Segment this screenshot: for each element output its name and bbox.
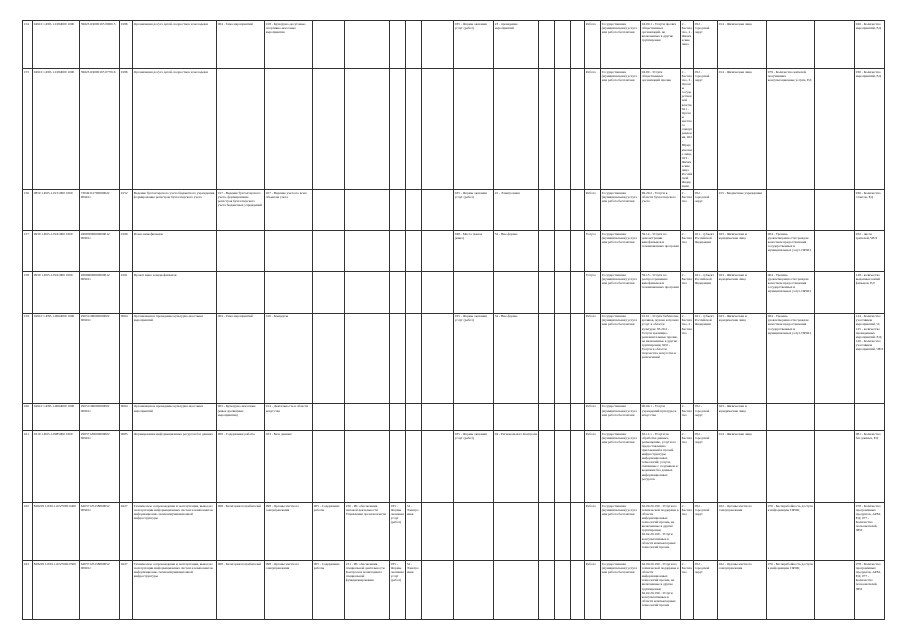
table-cell: 0186 — [120, 21, 133, 69]
table-cell: 29031106000000002 009011 — [80, 403, 120, 430]
table-cell: 035 - Формы оказания услуг (работ) — [454, 313, 494, 403]
table-cell: 2 - Бесплатно — [681, 403, 694, 430]
table-cell: 052 - городской округ — [694, 561, 718, 619]
table-cell: 022 - Органы местного самоуправления — [718, 561, 767, 619]
table-cell — [406, 21, 422, 69]
table-cell — [539, 272, 555, 313]
table-cell: 0085 — [120, 431, 133, 503]
table-cell: 158 — [23, 272, 33, 313]
table-cell: Организация и проведение культурно-массовых мероприятий — [133, 313, 217, 403]
table-cell — [345, 272, 390, 313]
table-cell: 163 — [23, 561, 33, 619]
table-cell: 94.99 - Услуги общественных организаций прочие — [641, 69, 681, 190]
table-cell — [494, 403, 539, 430]
table-cell: Государственная (муниципальная) услуга или работа бесплатная — [601, 503, 641, 561]
table-row — [23, 21, 885, 69]
table-cell: Прокат кино и видеофильмов — [133, 272, 217, 313]
table-cell: 63.11.1 - Услуги по обработке данных, размещению, услуги по предоставлению приложений и прочей инфраструктуры информационных технологий; услуги, связанные с созданием и ведением баз данных информационных ресурсов — [641, 431, 681, 503]
table-cell: 64037125138000052 009011 — [80, 503, 120, 561]
table-cell — [571, 503, 585, 561]
table-cell: 004 - Уровень удовлетворенности граждан качеством предоставления государственных и муниципальных услуг, ПРОЦ — [767, 231, 815, 272]
table-cell: 59.13 - Услуги по распространению кинофильмов и телевизионных программ — [641, 272, 681, 313]
table-cell: 035 - Формы оказания услуг (работ) — [390, 561, 406, 619]
table-cell — [767, 21, 815, 69]
table-cell: 04910 1.Р.65.1.0184000 1000 — [33, 21, 80, 69]
table-cell: Государственная (муниципальная) услуга или работа бесплатная — [601, 231, 641, 272]
table-cell: 62.09.20.190 - Услуги по технической поддержке в области информационных технологий прочие, не включенные в другие группировки; 62.02.20.190 - Услуги консультативные в области компьютерных технологий прочие — [641, 503, 681, 561]
table-cell: 004 - Тема мероприятий — [217, 313, 265, 403]
table-row — [23, 403, 885, 430]
table-cell — [454, 561, 494, 619]
table-cell — [406, 190, 422, 231]
table-cell — [555, 503, 571, 561]
table-cell: 022 - Органы местного самоуправления — [718, 503, 767, 561]
table-cell — [390, 231, 406, 272]
table-cell: Работа — [585, 313, 601, 403]
table-cell: 021 - субъект Российской Федерации — [694, 272, 718, 313]
table-cell — [571, 313, 585, 403]
table-cell: 73049112700009022 009011 — [80, 190, 120, 231]
table-cell — [454, 403, 494, 430]
table-cell: Работа — [585, 190, 601, 231]
table-cell — [345, 403, 390, 430]
table-cell: 32 - Электронная — [406, 561, 422, 619]
table-cell: Государственная (муниципальная) услуга или работа бесплатная — [601, 272, 641, 313]
table-cell: 0064 — [120, 313, 133, 403]
table-cell: 014 - Физические лица — [718, 69, 767, 190]
table-cell — [313, 272, 345, 313]
table-cell: 0152 — [120, 190, 133, 231]
table-cell — [313, 313, 345, 403]
table-cell — [406, 272, 422, 313]
table-cell — [406, 69, 422, 190]
table-cell: 828229 1.Р.65.1.0227000 0500 — [33, 561, 80, 619]
table-cell: 052 - городской округ — [694, 190, 718, 231]
table-cell: 036 - Количество отчетов, ЕД — [855, 190, 885, 231]
table-cell: 23 - проведение мероприятий — [494, 21, 539, 69]
table-cell: 2 - Бесплатно — [681, 561, 694, 619]
table-cell — [265, 69, 313, 190]
table-cell: 39623119000105 090015 — [80, 21, 120, 69]
table-cell: 081 - Количество баз данных, ЕД — [855, 431, 885, 503]
table-cell — [571, 69, 585, 190]
table-cell — [815, 503, 855, 561]
table-cell: 035 - Формы оказания услуг (работ) — [390, 503, 406, 561]
table-cell: 017 - Ведение бухгалтерского учета, формирование регистров бухгалтерского учета бюджетных учреждений — [217, 190, 265, 231]
table-cell: 162 — [23, 503, 33, 561]
table-cell: 157 — [23, 231, 33, 272]
table-cell — [815, 403, 855, 430]
table-cell: Государственная (муниципальная) услуга или работа бесплатная — [601, 561, 641, 619]
table-cell — [494, 69, 539, 190]
table-cell: 076 - Бесперебойность доступа к информации, ПРОЦ — [767, 503, 815, 561]
table-cell — [555, 21, 571, 69]
table-cell — [539, 431, 555, 503]
table-cell: 0930 1.Р.65.1.0161000 1000 — [33, 272, 80, 313]
table-cell — [422, 503, 454, 561]
table-cell: 04910 1.Р.65.1.0064000 1000 — [33, 313, 80, 403]
table-cell: 003 - Культурно-массовые (иные зрелищные мероприятия) — [217, 403, 265, 430]
table-cell: 027 - Ведение учета по всем объектам учета — [265, 190, 313, 231]
table-cell: Работа — [585, 69, 601, 190]
table-cell — [313, 21, 345, 69]
table-cell: 018 - Культурно-досуговые, спортивно-массовые мероприятия — [265, 21, 313, 69]
table-row — [23, 561, 885, 619]
table-cell — [539, 313, 555, 403]
table-row — [23, 272, 885, 313]
table-cell — [539, 561, 555, 619]
table-cell — [815, 431, 855, 503]
table-cell: 078 - Количество программных продуктов, АРМ, ЕД; 077 - Количество пользователей, ЧЕЛ — [855, 503, 885, 561]
table-cell: 26695000000000012 009011 — [80, 231, 120, 272]
table-cell — [767, 403, 815, 430]
table-cell: 052 - городской округ — [694, 431, 718, 503]
table-cell: Формирование информационных ресурсов баз данных — [133, 431, 217, 503]
table-cell — [345, 21, 390, 69]
table-cell — [406, 231, 422, 272]
table-cell — [539, 190, 555, 231]
table-cell: 230 - ИС обеспечения типовой деятельности Управления органом власти — [345, 503, 390, 561]
table-cell: 124 - Количество участников мероприятий, Ч; 125 - количество проведенных мероприятий, ЕД; 126 - Количество участников мероприятий, ЧЕЛ — [855, 313, 885, 403]
table-cell: 030 - Количество мероприятий, ЕД — [855, 69, 885, 190]
table-cell: 90.04.1 - Услуги учреждений культуры и искусства — [641, 403, 681, 430]
table-cell — [422, 231, 454, 272]
table-cell: 154 — [23, 21, 33, 69]
table-cell — [539, 231, 555, 272]
table-row — [23, 231, 885, 272]
table-cell: Работа — [585, 503, 601, 561]
table-cell — [454, 503, 494, 561]
table-cell: 023 - Физические и юридические лица — [718, 403, 767, 430]
table-cell — [390, 272, 406, 313]
table-cell: 156 — [23, 190, 33, 231]
table-cell: 91.01 - Услуги библиотек, архивов, музеев и прочих услуг в области культуры; 93.29.2 - Услуги зрелищно-развлекательные прочие, не включенные в другие группировки; 90.0 - Услуги в области творчества, искусства и развлечений — [641, 313, 681, 403]
table-cell: Работа — [585, 21, 601, 69]
table-cell — [767, 190, 815, 231]
table-cell — [390, 69, 406, 190]
table-cell: 29037120000000002 009011 — [80, 431, 120, 503]
table-cell: 160 — [23, 403, 33, 430]
table-cell — [345, 69, 390, 190]
table-cell: Государственная (муниципальная) услуга или работа бесплатная — [601, 21, 641, 69]
table-cell: 32 - Электронная — [406, 503, 422, 561]
table-cell: 2 - Бесплатно — [681, 431, 694, 503]
table-cell: Государственная (муниципальная) услуга или работа бесплатная — [601, 69, 641, 190]
table-cell — [422, 313, 454, 403]
table-cell: 079 - Количество жителей, получивших консультационные услуги, ЕД — [767, 69, 815, 190]
table-cell: Работа — [585, 561, 601, 619]
table-cell: 0227 — [120, 503, 133, 561]
table-cell: 0186 — [120, 69, 133, 190]
table-cell — [494, 503, 539, 561]
table-cell: 032 - число зрителей, ЧЕЛ — [855, 231, 885, 272]
table-cell — [815, 313, 855, 403]
table-cell: 2 - Бесплатно — [681, 503, 694, 561]
table-cell — [815, 231, 855, 272]
table-cell — [454, 272, 494, 313]
table-cell: 004 - Тема мероприятий — [217, 21, 265, 69]
table-cell: 016 - Концерты — [265, 313, 313, 403]
table-cell — [422, 69, 454, 190]
table-cell — [313, 403, 345, 430]
table-cell: 009 - Содержание работы — [217, 431, 265, 503]
table-cell — [422, 403, 454, 430]
table-cell — [539, 69, 555, 190]
table-cell: 69.20.2 - Услуги в области бухгалтерского учета — [641, 190, 681, 231]
table-cell — [406, 431, 422, 503]
table-cell: 052 - городской округ — [694, 21, 718, 69]
table-cell — [539, 403, 555, 430]
table-cell: 052 - городской округ — [694, 503, 718, 561]
table-cell: 04 - Регионального Контроля — [494, 431, 539, 503]
table-cell: 0930 1.Р.65.1.0161000 1000 — [33, 231, 80, 272]
table-cell — [571, 272, 585, 313]
table-cell — [494, 272, 539, 313]
table-cell: 155 — [23, 69, 33, 190]
table-cell: 0161 — [120, 272, 133, 313]
table-cell: 59.14 - Услуги по демонстрации кинофильмов и телевизионных программ — [641, 231, 681, 272]
table-cell: 161 — [23, 431, 33, 503]
table-cell: 2 - Бесплатно — [681, 190, 694, 231]
table-cell — [555, 313, 571, 403]
table-cell — [313, 190, 345, 231]
table-cell — [345, 190, 390, 231]
table-cell — [454, 69, 494, 190]
table-cell: 0160 — [120, 231, 133, 272]
table-cell: 04.00.1 - Услуги прочих общественных организаций, не включенных в другие группировки — [641, 21, 681, 69]
table-cell: 0850 1.Р.65.1.0151000 1000 — [33, 190, 80, 231]
table-cell: 098 - Органы местного самоуправления — [265, 561, 313, 619]
table-cell — [767, 431, 815, 503]
table-cell: Показ кинофильмов — [133, 231, 217, 272]
table-cell: Услуга — [585, 272, 601, 313]
table-cell: 39623119000105 077016 — [80, 69, 120, 190]
table-cell: 2 - Бесплатно — [681, 272, 694, 313]
table-row — [23, 503, 885, 561]
table-cell — [406, 403, 422, 430]
table-cell: 035 - Формы оказания услуг (работ) — [454, 21, 494, 69]
table-cell: Государственная (муниципальная) услуга или работа бесплатная — [601, 190, 641, 231]
table-cell: 828229 1.Р.65.1.0227000 0400 — [33, 503, 80, 561]
table-cell: Государственная (муниципальная) услуга или работа бесплатная — [601, 403, 641, 430]
registry-table-container — [22, 20, 884, 620]
table-cell: Организация и проведение культурно-массовых мероприятий — [133, 403, 217, 430]
table-cell: Государственная (муниципальная) услуга или работа бесплатная — [601, 313, 641, 403]
table-cell — [555, 431, 571, 503]
table-cell: 014 - Физические лица — [718, 21, 767, 69]
registry-table — [22, 20, 885, 620]
table-cell: 048 - Место показа (кино) — [454, 231, 494, 272]
table-cell — [555, 231, 571, 272]
table-row — [23, 313, 885, 403]
table-cell — [345, 231, 390, 272]
table-cell: Государственная (муниципальная) услуга или работа бесплатная — [601, 431, 641, 503]
table-cell: 033 - База данных — [265, 431, 313, 503]
table-cell: 29031106000000002 009011 — [80, 313, 120, 403]
table-cell — [345, 431, 390, 503]
table-cell — [390, 313, 406, 403]
table-cell: Техническое сопровождение и эксплуатация, вывод из эксплуатации информационных систем и компонентов информационно-телекоммуникационной инфраструктуры — [133, 503, 217, 561]
table-cell: 076 - Бесперебойность доступа к информации, ПРОЦ — [767, 561, 815, 619]
table-cell — [815, 561, 855, 619]
table-cell: 2 - Бесплатно, 2 - Бесплатно — [681, 313, 694, 403]
table-cell — [422, 190, 454, 231]
table-cell — [217, 69, 265, 190]
table-cell — [815, 21, 855, 69]
table-cell: 015 - Бюджетные учреждения — [718, 190, 767, 231]
table-cell: 078 - Количество программных продуктов, АРМ, ЕД; 077 - Количество пользователей, ЧЕЛ — [855, 561, 885, 619]
table-cell: 04910 1.Р.65.1.0184000 1000 — [33, 69, 80, 190]
table-cell — [390, 190, 406, 231]
table-cell: Техническое сопровождение и эксплуатация, вывод из эксплуатации информационных систем и компонентов информационно-телекоммуникационной инфраструктуры — [133, 561, 217, 619]
table-cell — [390, 403, 406, 430]
table-cell: 004 - Уровень удовлетворенности граждан качеством предоставления государственных и муниципальных услуг, ПРОЦ — [767, 272, 815, 313]
table-cell — [571, 190, 585, 231]
table-cell — [571, 231, 585, 272]
table-row — [23, 431, 885, 503]
table-cell: Услуга — [585, 231, 601, 272]
table-cell — [555, 69, 571, 190]
table-cell: 2 - Бесплатно — [681, 231, 694, 272]
table-cell — [855, 403, 885, 430]
table-cell: 098 - Органы местного самоуправления — [265, 503, 313, 561]
table-cell — [313, 431, 345, 503]
table-cell — [815, 190, 855, 231]
table-cell — [390, 431, 406, 503]
table-cell — [571, 21, 585, 69]
table-cell — [571, 403, 585, 430]
table-cell: 2 - Бесплатно, 2 - Физические лица — [681, 21, 694, 69]
table-cell — [555, 561, 571, 619]
table-cell: 32 - Вне формы — [494, 313, 539, 403]
table-cell: 014 - Деятельность в области искусства — [265, 403, 313, 430]
table-cell — [345, 313, 390, 403]
table-cell — [494, 561, 539, 619]
table-cell: 62.09.20.190 - Услуги по технической поддержке в области информационных технологий прочие, не включенные в другие группировки; 62.02.20.190 - Услуги консультативные в области компьютерных технологий прочие — [641, 561, 681, 619]
table-cell — [571, 561, 585, 619]
table-cell: 004 - Уровень удовлетворенности граждан качеством предоставления государственных и муниципальных услуг, ПРОЦ — [767, 313, 815, 403]
table-cell: 023 - Физические и юридические лица — [718, 272, 767, 313]
table-cell: 26696000000000012 009011 — [80, 272, 120, 313]
table-cell: 04910 1.Р.65.1.0064000 1000 — [33, 403, 80, 430]
table-cell: 052 - городской округ — [694, 403, 718, 430]
table-cell — [815, 69, 855, 190]
table-cell: Ведение бухгалтерского учета бюджетного учреждения, формирование регистров бухгалтерского учета — [133, 190, 217, 231]
table-cell: 0227 — [120, 561, 133, 619]
table-cell: 021 - субъект Российской Федерации — [694, 231, 718, 272]
table-row — [23, 69, 885, 190]
table-cell: Организация досуга детей, подростков и молодежи — [133, 21, 217, 69]
table-cell — [539, 21, 555, 69]
table-cell — [555, 190, 571, 231]
table-cell — [217, 272, 265, 313]
table-cell — [265, 231, 313, 272]
table-cell — [422, 561, 454, 619]
table-cell — [217, 231, 265, 272]
table-cell — [390, 21, 406, 69]
table-cell — [555, 272, 571, 313]
table-cell — [422, 272, 454, 313]
table-cell: 023 - Физические и юридические лица — [718, 313, 767, 403]
table-cell: 0310 1.Р.65.1.0085000 1000 — [33, 431, 80, 503]
table-cell: 026 - Количество мероприятий, ЕД — [855, 21, 885, 69]
table-cell — [571, 431, 585, 503]
table-cell: 014 - Физические лица — [718, 431, 767, 503]
table-cell: 0064 — [120, 403, 133, 430]
table-cell — [422, 431, 454, 503]
table-cell: 035 - Формы оказания услуг (работ) — [454, 431, 494, 503]
table-cell — [265, 272, 313, 313]
table-cell — [555, 403, 571, 430]
table-cell — [539, 503, 555, 561]
table-row — [23, 190, 885, 231]
table-cell: 035 - Формы оказания услуг (работ) — [454, 190, 494, 231]
table-cell: 052 - городской округ — [694, 69, 718, 190]
table-cell: 231 - ИС обеспечения специальной деятельности Контроля и мониторинга специальной функционирования — [345, 561, 390, 619]
table-cell: 32 - Вне формы — [494, 231, 539, 272]
table-cell: 005 - Содержание работы — [313, 561, 345, 619]
table-cell: 021 - субъект Российской Федерации — [694, 313, 718, 403]
table-cell: Работа — [585, 403, 601, 430]
table-cell — [422, 21, 454, 69]
table-cell: 008 - Категория потребителей — [217, 503, 265, 561]
table-cell: 005 - Содержание работы — [313, 503, 345, 561]
table-cell — [815, 272, 855, 313]
table-cell: 22 - Электронная — [494, 190, 539, 231]
table-cell: 64037125138000052 009011 — [80, 561, 120, 619]
table-cell — [313, 69, 345, 190]
table-cell: 2 - Бесплатно, 3 - Органы государственной власти, 021 - Органы местного самоуправления, 022 - Юридические лица, 023 - Физические лица Российской Федерации — [681, 69, 693, 189]
table-cell: Работа — [585, 431, 601, 503]
table-cell — [406, 313, 422, 403]
table-cell — [313, 231, 345, 272]
table-cell: Организация досуга детей, подростков и молодежи — [133, 69, 217, 190]
table-cell: 128 - количество выданных копий фильмов, ЕД — [855, 272, 885, 313]
table-cell: 159 — [23, 313, 33, 403]
table-cell: 008 - Категория потребителей — [217, 561, 265, 619]
table-cell: 023 - Физические и юридические лица — [718, 231, 767, 272]
